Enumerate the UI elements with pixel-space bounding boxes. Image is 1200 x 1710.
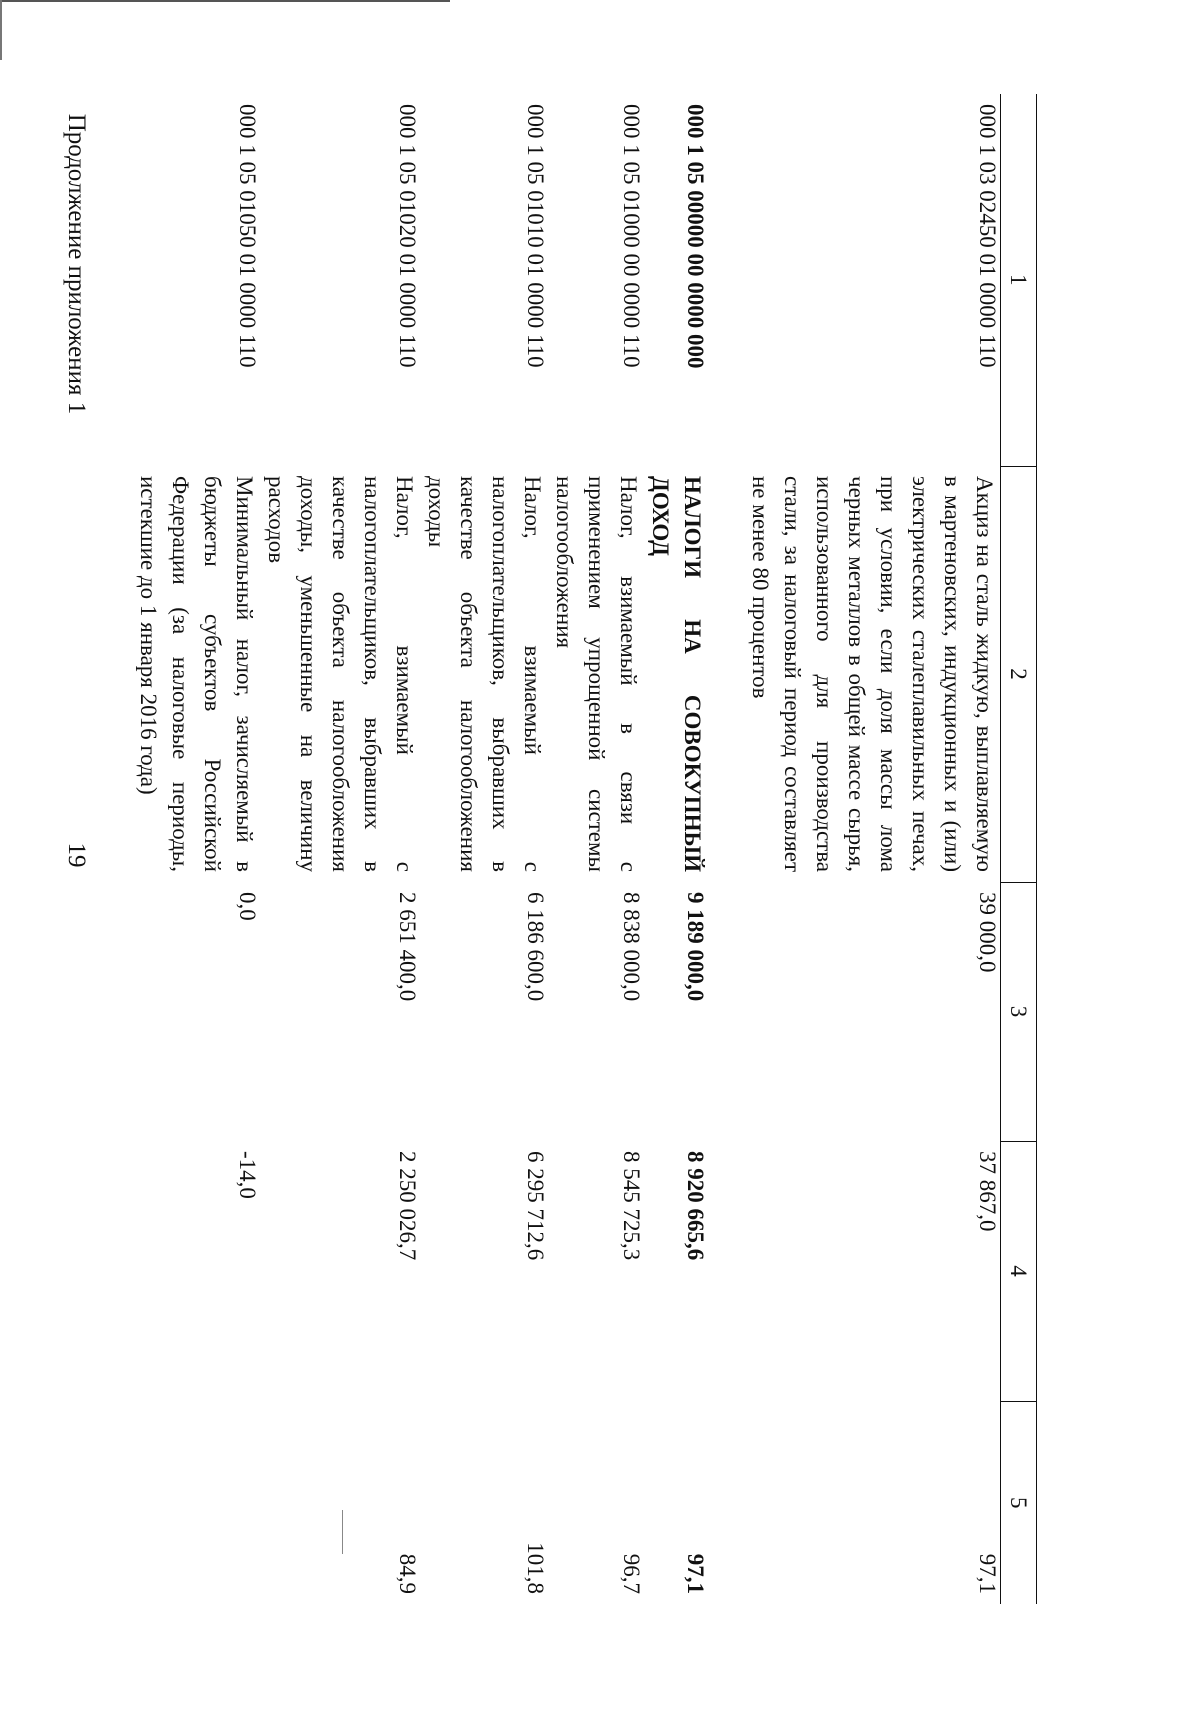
percent-value: 97,1 [683,1553,709,1594]
actual-value: 2 250 026,7 [395,1151,421,1261]
column-header: 1 [1001,94,1037,466]
column-header: 5 [1001,1401,1037,1604]
percent-value: 96,7 [619,1553,645,1594]
percent-value: 101,8 [523,1542,549,1594]
actual-value: 37 867,0 [975,1151,1000,1232]
row-description: Акциз на сталь жидкую, выплавляемую в мартеновских, индукционных и (или) электрических сталеплавильных печах, при условии, если доля массы лома черных металлов в общей массе сырья, использованного для производства стали, за налоговый период составляет не менее 80 процентов [748,476,997,872]
table-row [261,94,421,1604]
plan-value: 6 186 600,0 [523,892,549,1002]
table-row [549,94,645,1604]
budget-table [111,94,1038,1604]
budget-code: 000 1 03 02450 01 0000 110 [975,104,1000,368]
column-header: 2 [1001,466,1037,882]
table-row-total [645,94,709,1604]
column-header: 4 [1001,1141,1037,1401]
budget-code: 000 1 05 01050 01 0000 110 [235,104,261,368]
plan-value: 2 651 400,0 [395,892,421,1002]
budget-code: 000 1 05 00000 00 0000 000 [683,104,709,369]
row-description: Налог, взимаемый в связи с применением упрощенной системы налогообложения [552,476,642,872]
budget-code: 000 1 05 01010 01 0000 110 [523,104,549,368]
row-description: Налог, взимаемый с налогоплательщиков, выбравших в качестве объекта налогообложения доходы [424,476,546,872]
plan-value: 8 838 000,0 [619,892,645,1002]
table-row [709,94,1001,1604]
row-description: Минимальный налог, зачисляемый в бюджеты субъектов Российской Федерации (за налоговые периоды, истекшие до 1 января 2016 года) [136,476,258,872]
plan-value: 9 189 000,0 [683,892,709,1002]
budget-code: 000 1 05 01000 00 0000 110 [619,104,645,368]
actual-value: 8 920 665,6 [683,1151,709,1261]
percent-value: 84,9 [395,1553,421,1594]
table-row [111,94,261,1604]
page-number: 19 [63,842,90,868]
percent-value: 97,1 [975,1553,1000,1594]
row-description: НАЛОГИ НА СОВОКУПНЫЙ ДОХОД [648,476,706,872]
plan-value: 0,0 [235,892,261,921]
plan-value: 39 000,0 [975,892,1000,973]
actual-value: 6 295 712,6 [523,1151,549,1261]
table-header [1001,94,1037,1604]
table-row [421,94,549,1604]
budget-code: 000 1 05 01020 01 0000 110 [395,104,421,368]
actual-value: 8 545 725,3 [619,1151,645,1261]
continuation-label: Продолжение приложения 1 [63,113,90,415]
row-description: Налог, взимаемый с налогоплательщиков, выбравших в качестве объекта налогообложения доходы, уменьшенные на величину расходов [264,476,418,872]
percent-value [111,1401,261,1604]
actual-value: -14,0 [235,1151,261,1199]
column-header: 3 [1001,882,1037,1141]
